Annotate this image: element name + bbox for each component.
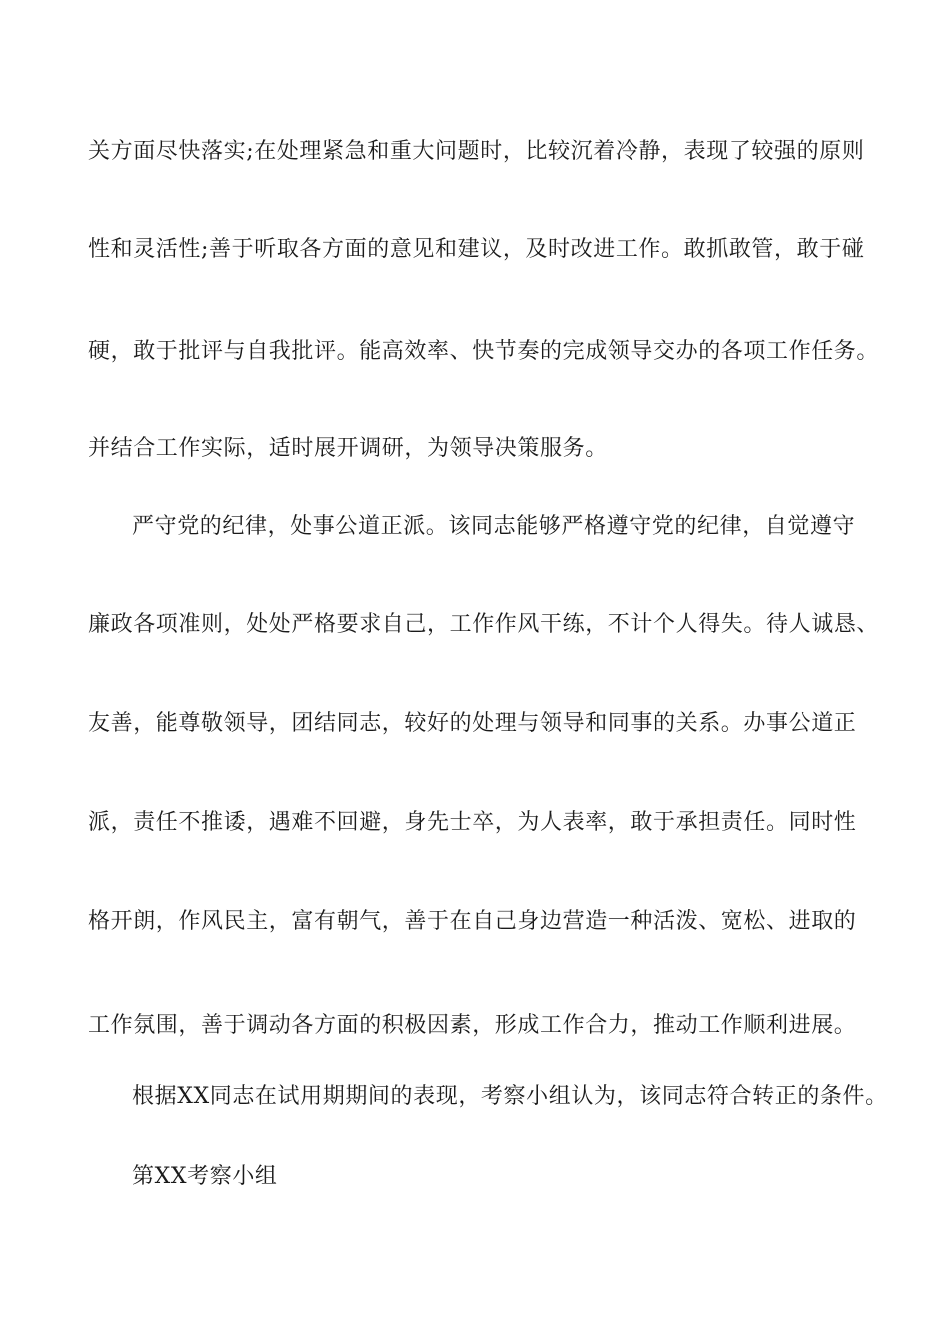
paragraph-2-line-5: 格开朗，作风民主，富有朝气，善于在自己身边营造一种活泼、宽松、进取的 bbox=[88, 909, 857, 934]
conclusion-text: 根据XX同志在试用期期间的表现，考察小组认为，该同志符合转正的条件。 bbox=[132, 1084, 888, 1109]
paragraph-1-line-4: 并结合工作实际，适时展开调研，为领导决策服务。 bbox=[88, 436, 608, 461]
signature-text: 第XX考察小组 bbox=[132, 1164, 278, 1189]
paragraph-1-line-1: 关方面尽快落实;在处理紧急和重大问题时，比较沉着冷静，表现了较强的原则 bbox=[88, 139, 865, 164]
paragraph-2-line-6: 工作氛围，善于调动各方面的积极因素，形成工作合力，推动工作顺利进展。 bbox=[88, 1013, 857, 1038]
paragraph-2-line-3: 友善，能尊敬领导，团结同志，较好的处理与领导和同事的关系。办事公道正 bbox=[88, 711, 857, 736]
paragraph-2-line-4: 派，责任不推诿，遇难不回避，身先士卒，为人表率，敢于承担责任。同时性 bbox=[88, 810, 857, 835]
paragraph-2-line-1: 严守党的纪律，处事公道正派。该同志能够严格遵守党的纪律，自觉遵守 bbox=[132, 514, 856, 539]
paragraph-1-line-3: 硬，敢于批评与自我批评。能高效率、快节奏的完成领导交办的各项工作任务。 bbox=[88, 339, 880, 364]
paragraph-1-line-2: 性和灵活性;善于听取各方面的意见和建议，及时改进工作。敢抓敢管，敢于碰 bbox=[88, 237, 865, 262]
paragraph-2-line-2: 廉政各项准则，处处严格要求自己，工作作风干练，不计个人得失。待人诚恳、 bbox=[88, 612, 880, 637]
